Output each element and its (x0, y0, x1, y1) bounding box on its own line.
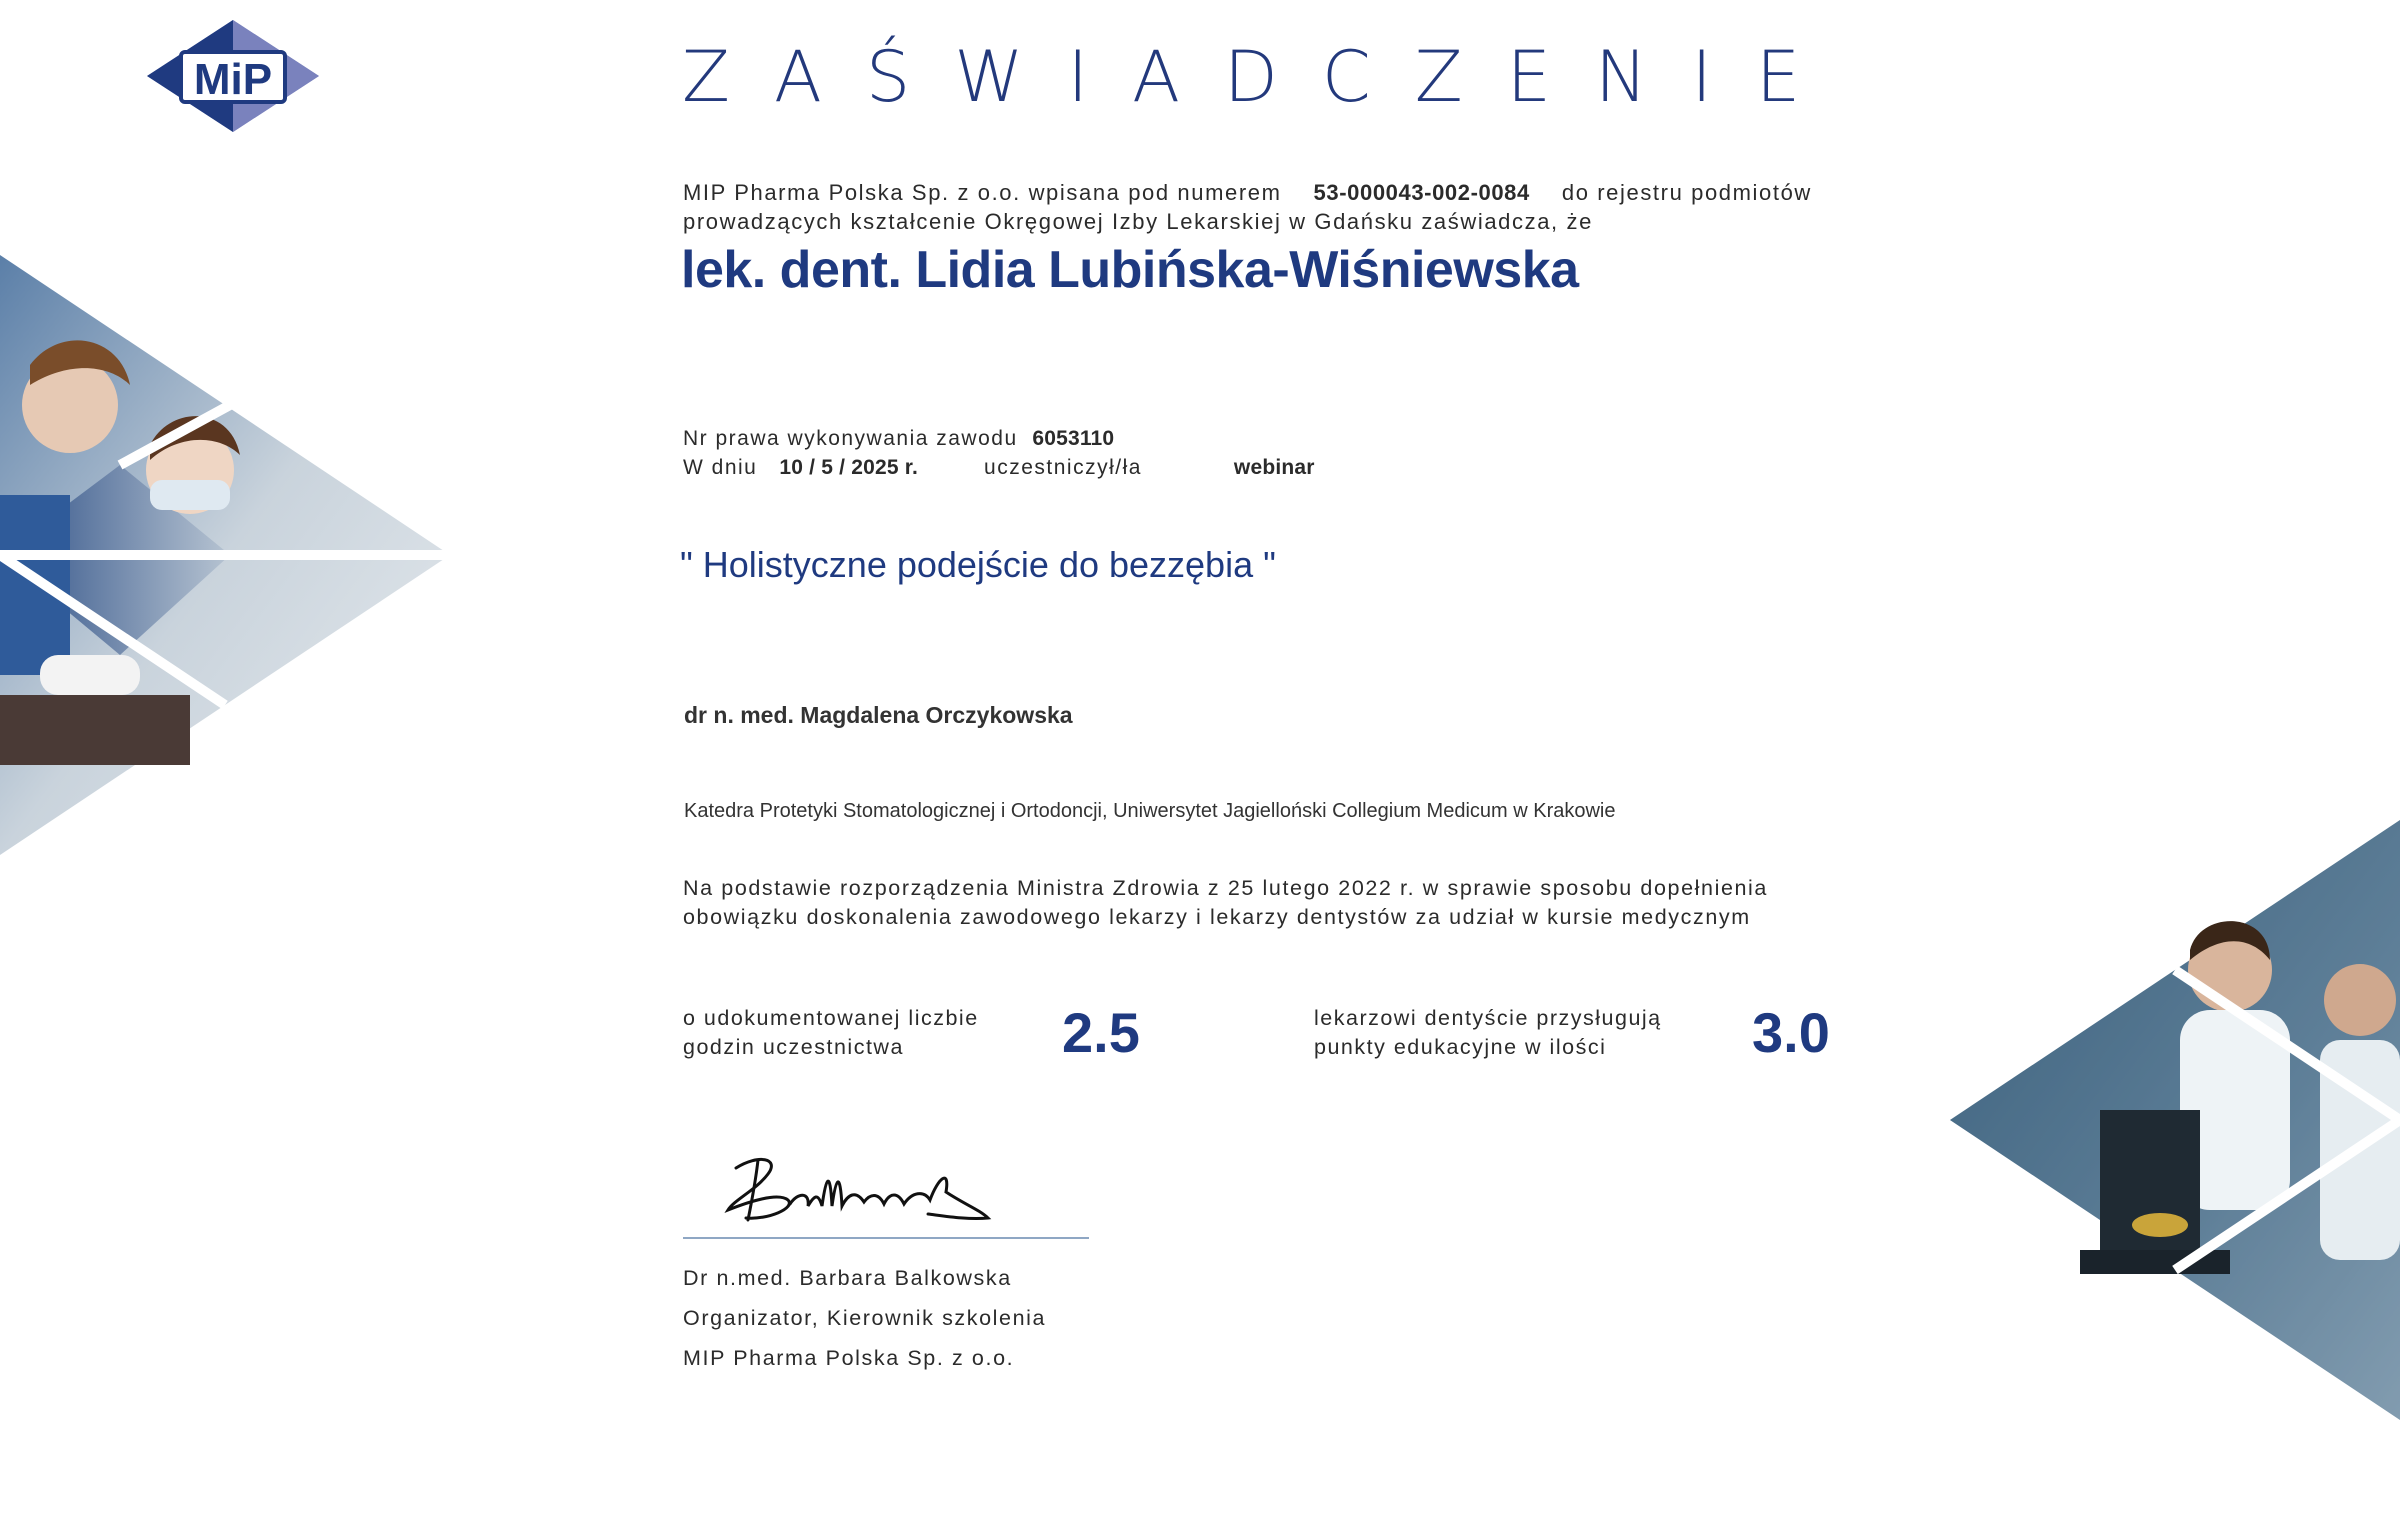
lecturer-name: dr n. med. Magdalena Orczykowska (684, 702, 1073, 728)
legal-line2: obowiązku doskonalenia zawodowego lekarzy i lekarzy dentystów za udział w kursie medycznym (683, 905, 1751, 929)
legal-basis (683, 874, 1768, 932)
event-date: 10 / 5 / 2025 r. (779, 456, 919, 479)
license-number: 6053110 (1032, 427, 1115, 450)
laboratory-microscope-photo (1950, 820, 2400, 1420)
legal-line1: Na podstawie rozporządzenia Ministra Zdrowia z 25 lutego 2022 r. w sprawie sposobu dopełnienia (683, 876, 1768, 900)
signer-block (683, 1258, 1046, 1378)
points-label (1314, 1004, 1662, 1062)
course-title: " Holistyczne podejście do bezzębia " (680, 544, 1276, 585)
signer-company: MIP Pharma Polska Sp. z o.o. (683, 1346, 1015, 1370)
points-label-line1: lekarzowi dentyście przysługują (1314, 1006, 1662, 1030)
signature-line (683, 1237, 1089, 1239)
intro-suffix: do rejestru podmiotów (1561, 180, 1812, 205)
handwritten-signature (718, 1148, 1008, 1232)
license-label: Nr prawa wykonywania zawodu (683, 427, 1018, 450)
points-value: 3.0 (1752, 1001, 1830, 1064)
lecturer-affiliation: Katedra Protetyki Stomatologicznej i Ortodoncji, Uniwersytet Jagielloński Collegium Medicum w Krakowie (684, 800, 1616, 822)
hours-label-line1: o udokumentowanej liczbie (683, 1006, 979, 1030)
signer-name: Dr n.med. Barbara Balkowska (683, 1266, 1012, 1290)
recipient-name: lek. dent. Lidia Lubińska-Wiśniewska (681, 241, 1579, 299)
participated-label: uczestniczył/ła (984, 456, 1142, 479)
dental-procedure-photo (0, 255, 450, 855)
hours-label-line2: godzin uczestnictwa (683, 1035, 904, 1059)
date-label: W dniu (683, 456, 758, 479)
intro-prefix: MIP Pharma Polska Sp. z o.o. wpisana pod numerem (683, 180, 1282, 205)
logo-text: MiP (193, 55, 273, 104)
signer-role: Organizator, Kierownik szkolenia (683, 1306, 1047, 1330)
hours-label (683, 1004, 979, 1062)
hours-value: 2.5 (1062, 1001, 1140, 1064)
event-format: webinar (1233, 456, 1315, 479)
intro-text (683, 178, 1812, 236)
register-number: 53-000043-002-0084 (1313, 180, 1530, 205)
mip-logo (145, 18, 321, 134)
certificate-title: ZAŚWIADCZENIE (682, 36, 1845, 118)
points-label-line2: punkty edukacyjne w ilości (1314, 1035, 1607, 1059)
intro-line2: prowadzących kształcenie Okręgowej Izby Lekarskiej w Gdańsku zaświadcza, że (683, 209, 1593, 234)
license-and-date (683, 424, 1315, 482)
